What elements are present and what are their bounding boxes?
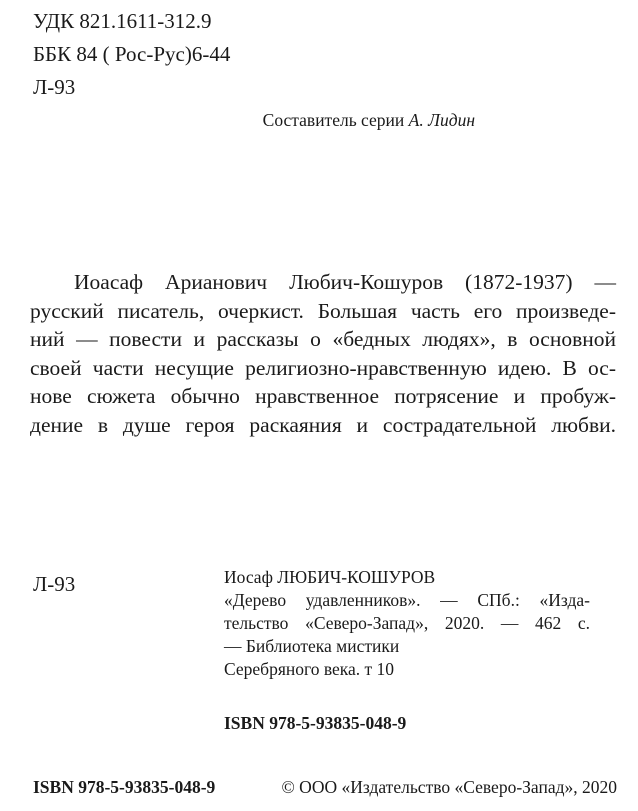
footer-isbn: ISBN 978-5-93835-048-9 xyxy=(33,777,216,797)
book-annotation xyxy=(30,268,616,439)
series-compiler-name: А. Лидин xyxy=(408,110,475,130)
udk-code: УДК 821.1611-312.9 xyxy=(33,9,212,33)
author-sign-code: Л-93 xyxy=(33,75,76,99)
annotation-line: своей части несущие религиозно-нравственную идею. В ос- xyxy=(30,355,616,380)
biblio-line: Серебряного века. т 10 xyxy=(224,659,395,679)
annotation-line: Иоасаф Арианович Любич-Кошуров (1872-1937) — xyxy=(74,270,616,294)
bibliographic-record xyxy=(224,566,590,681)
biblio-isbn: ISBN 978-5-93835-048-9 xyxy=(224,713,407,733)
series-compiler xyxy=(263,109,475,131)
copyright-notice: © ООО «Издательство «Северо-Запад», 2020 xyxy=(281,777,617,797)
series-compiler-label: Составитель серии xyxy=(262,110,405,130)
annotation-line: дение в душе героя раскаяния и сострадательной любви. xyxy=(30,412,616,437)
biblio-line: «Дерево удавленников». — СПб.: «Изда- xyxy=(224,590,590,610)
biblio-line: — Библиотека мистики xyxy=(224,636,400,656)
biblio-author-sign: Л-93 xyxy=(33,572,76,596)
biblio-line: Иосаф ЛЮБИЧ-КОШУРОВ xyxy=(224,567,436,587)
annotation-line: ний — повести и рассказы о «бедных людях», в основной xyxy=(30,327,616,351)
bbk-code: ББК 84 ( Рос-Рус)6-44 xyxy=(33,42,231,66)
annotation-line: нове сюжета обычно нравственное потрясение и пробуж- xyxy=(30,384,616,408)
biblio-line: тельство «Северо-Запад», 2020. — 462 с. xyxy=(224,613,590,633)
annotation-line: русский писатель, очеркист. Большая часть его произведе- xyxy=(30,298,616,323)
